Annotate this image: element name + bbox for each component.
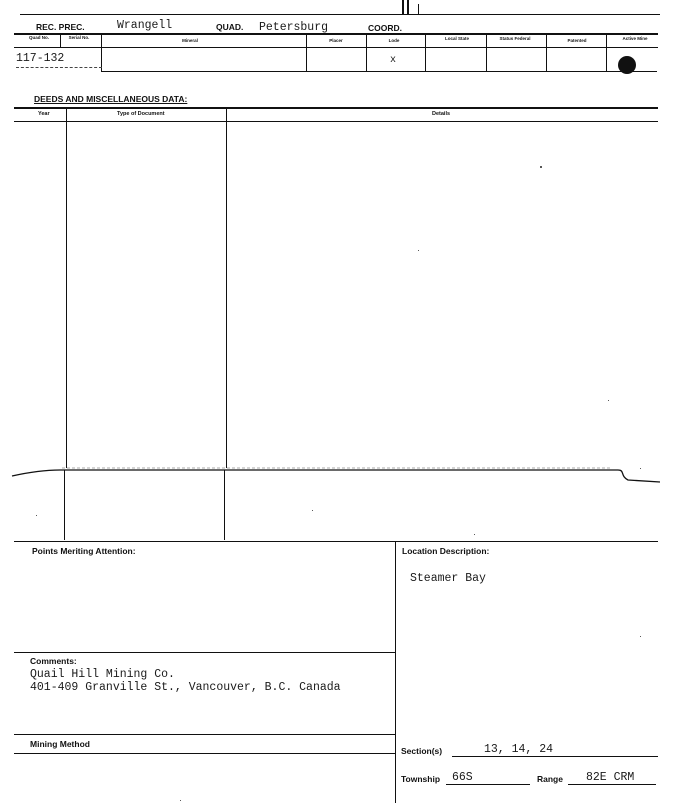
col-lode: Lode	[388, 38, 400, 43]
speck	[608, 400, 609, 401]
bottom-section-rule	[14, 541, 658, 542]
sections-value: 13, 14, 24	[484, 743, 554, 756]
points-label: Points Meriting Attention:	[32, 546, 136, 556]
deeds-title: DEEDS AND MISCELLANEOUS DATA:	[34, 94, 188, 104]
column-header-rule	[14, 47, 658, 48]
grid-line	[366, 34, 367, 72]
township-underline	[446, 784, 530, 785]
speck	[36, 515, 37, 516]
col-patented: Patented	[567, 38, 587, 43]
top-rule	[20, 14, 660, 15]
speck	[180, 800, 181, 801]
quad-no-value: 117-132	[16, 52, 65, 65]
rec-prec-value: Wrangell	[117, 19, 173, 32]
grid-line	[606, 34, 607, 72]
grid-line	[60, 34, 61, 47]
binding-mark	[407, 0, 409, 14]
deeds-header-rule	[14, 121, 658, 122]
page-seam	[0, 462, 678, 488]
deeds-type-label: Type of Document	[117, 111, 165, 117]
speck	[540, 166, 542, 168]
col-serial-no: Serial No.	[68, 35, 90, 40]
range-underline	[568, 784, 656, 785]
header-rule	[14, 33, 658, 35]
location-label: Location Description:	[402, 546, 490, 556]
mining-label: Mining Method	[30, 739, 90, 749]
range-value: 82E CRM	[586, 771, 635, 784]
speck	[418, 250, 419, 251]
quad-value: Petersburg	[259, 21, 329, 34]
township-value: 66S	[452, 771, 473, 784]
mining-rule	[14, 734, 395, 735]
grid-line	[306, 34, 307, 72]
deeds-year-label: Year	[38, 111, 50, 117]
binding-mark	[418, 4, 419, 14]
bottom-divider	[395, 541, 396, 803]
sections-label: Section(s)	[401, 746, 443, 756]
col-status-federal: Status Federal	[499, 36, 531, 41]
location-value: Steamer Bay	[410, 572, 486, 585]
comments-line-2: 401-409 Granville St., Vancouver, B.C. Canada	[30, 681, 341, 694]
col-local-state: Local State	[444, 36, 469, 41]
row-rule-left	[16, 67, 102, 68]
comments-rule	[14, 652, 395, 653]
deeds-top-rule	[14, 107, 658, 109]
row-rule	[101, 71, 657, 72]
deeds-col-1	[66, 108, 67, 468]
grid-line	[546, 34, 547, 72]
township-label: Township	[401, 774, 441, 784]
coord-label: COORD.	[368, 23, 402, 33]
rec-prec-label: REC. PREC.	[36, 22, 85, 32]
grid-line	[425, 34, 426, 72]
speck	[640, 468, 641, 469]
comments-line-1: Quail Hill Mining Co.	[30, 668, 175, 681]
quad-label: QUAD.	[216, 22, 244, 32]
speck	[474, 534, 475, 535]
deeds-col-2	[226, 108, 227, 468]
col-active-mine: Active Mine	[622, 36, 648, 41]
lode-value: x	[390, 55, 397, 66]
col-placer: Placer	[329, 38, 343, 43]
mining-bottom-rule	[14, 753, 395, 754]
range-label: Range	[537, 774, 563, 784]
col-mineral: Mineral	[182, 38, 198, 43]
col-quad-no: Quad No.	[29, 35, 49, 40]
speck	[640, 636, 641, 637]
speck	[312, 510, 313, 511]
deeds-details-label: Details	[432, 111, 451, 117]
comments-label: Comments:	[30, 656, 77, 666]
binding-mark	[402, 0, 404, 14]
sections-underline	[452, 756, 658, 757]
grid-line	[486, 34, 487, 72]
